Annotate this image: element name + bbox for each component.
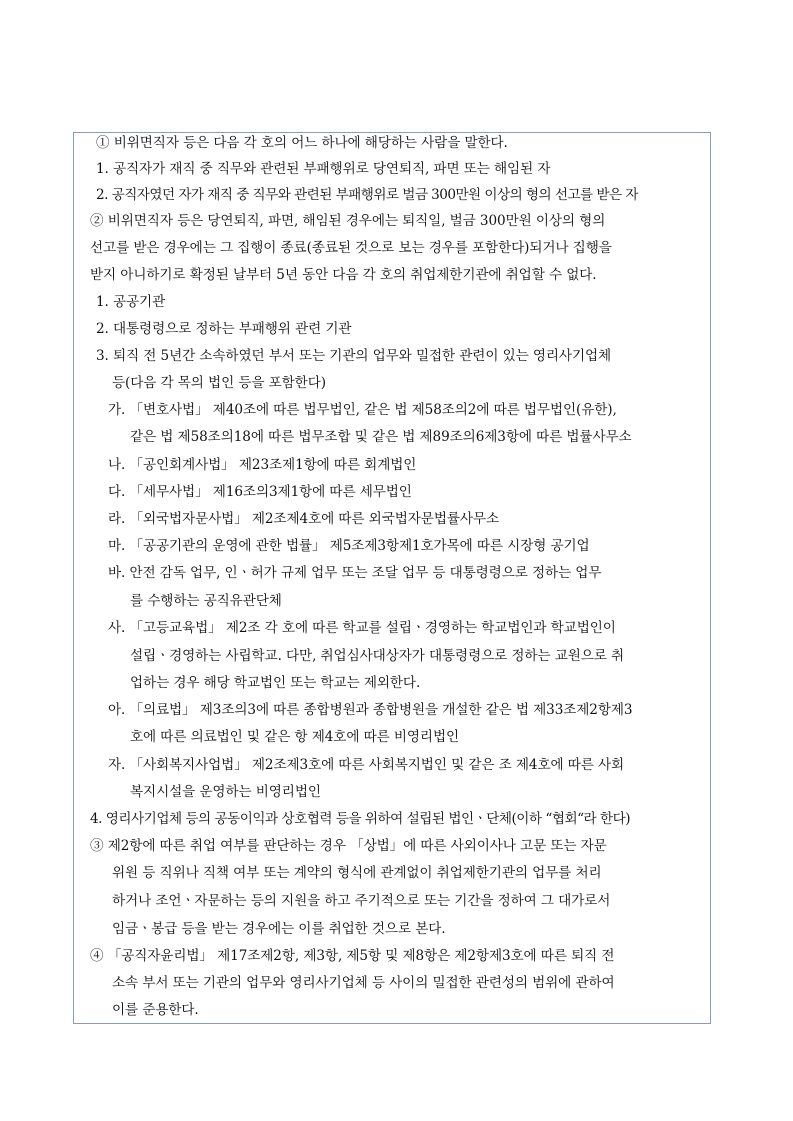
text-line: 위원 등 직위나 직책 여부 또는 계약의 형식에 관계없이 취업제한기관의 업무를 처리 [112,865,602,881]
text-line: 마. 「공공기관의 운영에 관한 법률」 제5조제3항제1호가목에 따른 시장형 공기업 [108,538,590,554]
text-line: 다. 「세무사법」 제16조의3제1항에 따른 세무법인 [108,484,412,500]
text-line: 등(다음 각 목의 법인 등을 포함한다) [112,375,326,391]
text-line: 자. 「사회복지사업법」 제2조제3호에 따른 사회복지법인 및 같은 조 제4호에 따른 사회 [108,757,625,773]
text-line: 1. 공공기관 [96,294,166,310]
text-line: 4. 영리사기업체 등의 공동이익과 상호협력 등을 위하여 설립된 법인ㆍ단체(이하 “협회“라 한다) [90,811,631,827]
text-line: 아. 「의료법」 제3조의3에 따른 종합병원과 종합병원을 개설한 같은 법 제33조제2항제3 [108,702,633,718]
text-line: 설립ㆍ경영하는 사립학교. 다만, 취업심사대상자가 대통령령으로 정하는 교원으로 취 [130,648,625,664]
text-line: 같은 법 제58조의18에 따른 법무조합 및 같은 법 제89조의6제3항에 따른 법률사무소 [130,429,632,445]
text-line: 나. 「공인회계사법」 제23조제1항에 따른 회계법인 [108,457,417,473]
text-line: 1. 공직자가 재직 중 직무와 관련된 부패행위로 당연퇴직, 파면 또는 해임된 자 [96,161,551,177]
text-line: 바. 안전 감독 업무, 인ㆍ허가 규제 업무 또는 조달 업무 등 대통령령으로 정하는 업무 [108,565,602,581]
text-line: 2. 공직자였던 자가 재직 중 직무와 관련된 부패행위로 벌금 300만원 이상의 형의 선고를 받은 자 [96,187,638,203]
text-line: ② 비위면직자 등은 당연퇴직, 파면, 해임된 경우에는 퇴직일, 벌금 300만원 이상의 형의 [90,213,606,229]
text-line: 소속 부서 또는 기관의 업무와 영리사기업체 등 사이의 밀접한 관련성의 범위에 관하여 [112,975,615,991]
text-line: 임금ㆍ봉급 등을 받는 경우에는 이를 취업한 것으로 본다. [112,921,446,937]
text-line: 사. 「고등교육법」 제2조 각 호에 따른 학교를 설립ㆍ경영하는 학교법인과 학교법인이 [108,620,616,636]
text-line: ③ 제2항에 따른 취업 여부를 판단하는 경우 「상법」에 따른 사외이사나 고문 또는 자문 [90,838,607,854]
text-line: ① 비위면직자 등은 다음 각 호의 어느 하나에 해당하는 사람을 말한다. [96,135,508,151]
text-line: 받지 아니하기로 확정된 날부터 5년 동안 다음 각 호의 취업제한기관에 취업할 수 없다. [90,267,597,283]
text-line: ④ 「공직자윤리법」 제17조제2항, 제3항, 제5항 및 제8항은 제2항제3호에 따른 퇴직 전 [90,948,615,964]
text-line: 3. 퇴직 전 5년간 소속하였던 부서 또는 기관의 업무와 밀접한 관련이 있는 영리사기업체 [96,348,612,364]
text-line: 선고를 받은 경우에는 그 집행이 종료(종료된 것으로 보는 경우를 포함한다)되거나 집행을 [90,240,612,256]
text-line: 복지시설을 운영하는 비영리법인 [130,784,321,800]
text-line: 라. 「외국법자문사법」 제2조제4호에 따른 외국법자문법률사무소 [108,511,499,527]
text-line: 이를 준용한다. [112,1002,199,1018]
text-line: 호에 따른 의료법인 및 같은 항 제4호에 따른 비영리법인 [130,729,460,745]
text-line: 하거나 조언ㆍ자문하는 등의 지원을 하고 주기적으로 또는 기간을 정하여 그 대가로서 [112,893,611,909]
text-line: 가. 「변호사법」 제40조에 따른 법무법인, 같은 법 제58조의2에 따른 법무법인(유한), [108,402,617,418]
text-line: 업하는 경우 해당 학교법인 또는 학교는 제외한다. [130,675,421,691]
text-line: 를 수행하는 공직유관단체 [130,593,282,609]
text-line: 2. 대통령령으로 정하는 부패행위 관련 기관 [96,321,352,337]
